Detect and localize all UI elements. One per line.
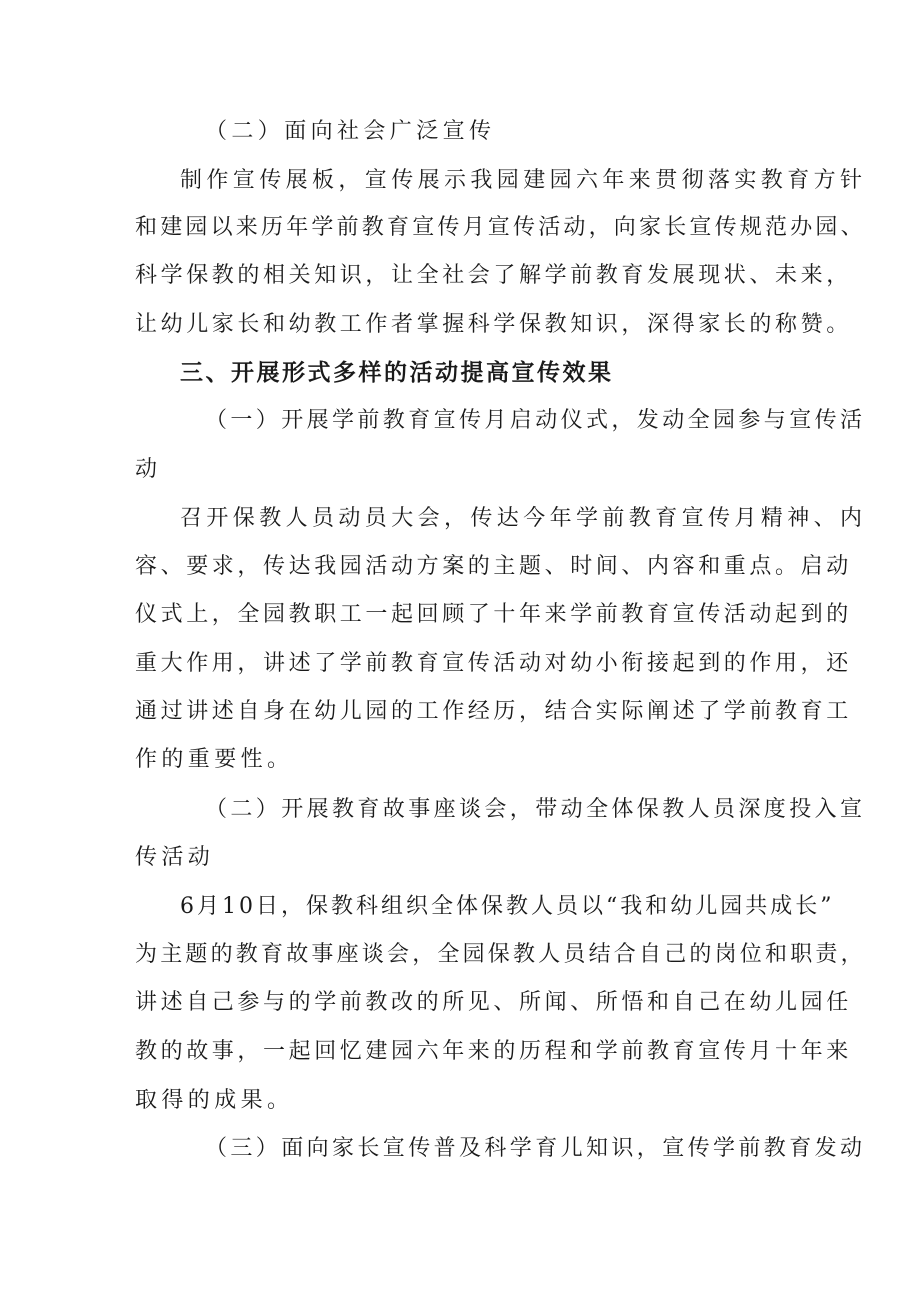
subheading-continuation: 动 [135,457,162,482]
paragraph-line: 制作宣传展板，宣传展示我园建园六年来贯彻落实教育方针 [180,168,867,193]
subheading-society-publicity: （二）面向社会广泛宣传 [205,119,496,144]
subheading-story-forum: （二）开展教育故事座谈会，带动全体保教人员深度投入宣 [205,797,866,822]
paragraph-line: 通过讲述自身在幼儿园的工作经历，结合实际阐述了学前教育工 [135,699,852,724]
paragraph-line: 召开保教人员动员大会，传达今年学前教育宣传月精神、内 [180,506,867,531]
paragraph-line: 容、要求，传达我园活动方案的主题、时间、内容和重点。启动 [135,554,852,579]
paragraph-line: 取得的成果。 [135,1088,294,1113]
paragraph-line: 为主题的教育故事座谈会，全园保教人员结合自己的岗位和职责， [135,942,866,967]
section-heading-three: 三、开展形式多样的活动提高宣传效果 [180,360,614,386]
paragraph-line: 科学保教的相关知识，让全社会了解学前教育发展现状、未来， [135,263,852,288]
paragraph-line: 6月10日，保教科组织全体保教人员以“我和幼儿园共成长” [180,894,835,919]
paragraph-line: 重大作用，讲述了学前教育宣传活动对幼小衔接起到的作用，还 [135,651,852,676]
subheading-launch-ceremony: （一）开展学前教育宣传月启动仪式，发动全园参与宣传活 [205,408,866,433]
subheading-parent-publicity: （三）面向家长宣传普及科学育儿知识，宣传学前教育发动 [205,1136,866,1161]
paragraph-line: 教的故事，一起回忆建园六年来的历程和学前教育宣传月十年来 [135,1039,852,1064]
paragraph-line: 讲述自己参与的学前教改的所见、所闻、所悟和自己在幼儿园任 [135,990,852,1015]
paragraph-line: 和建园以来历年学前教育宣传月宣传活动，向家长宣传规范办园、 [135,215,866,240]
paragraph-line: 作的重要性。 [135,747,294,772]
subheading-continuation: 传活动 [135,845,215,870]
paragraph-line: 仪式上，全园教职工一起回顾了十年来学前教育宣传活动起到的 [135,602,852,627]
paragraph-line: 让幼儿家长和幼教工作者掌握科学保教知识，深得家长的称赞。 [135,312,852,337]
